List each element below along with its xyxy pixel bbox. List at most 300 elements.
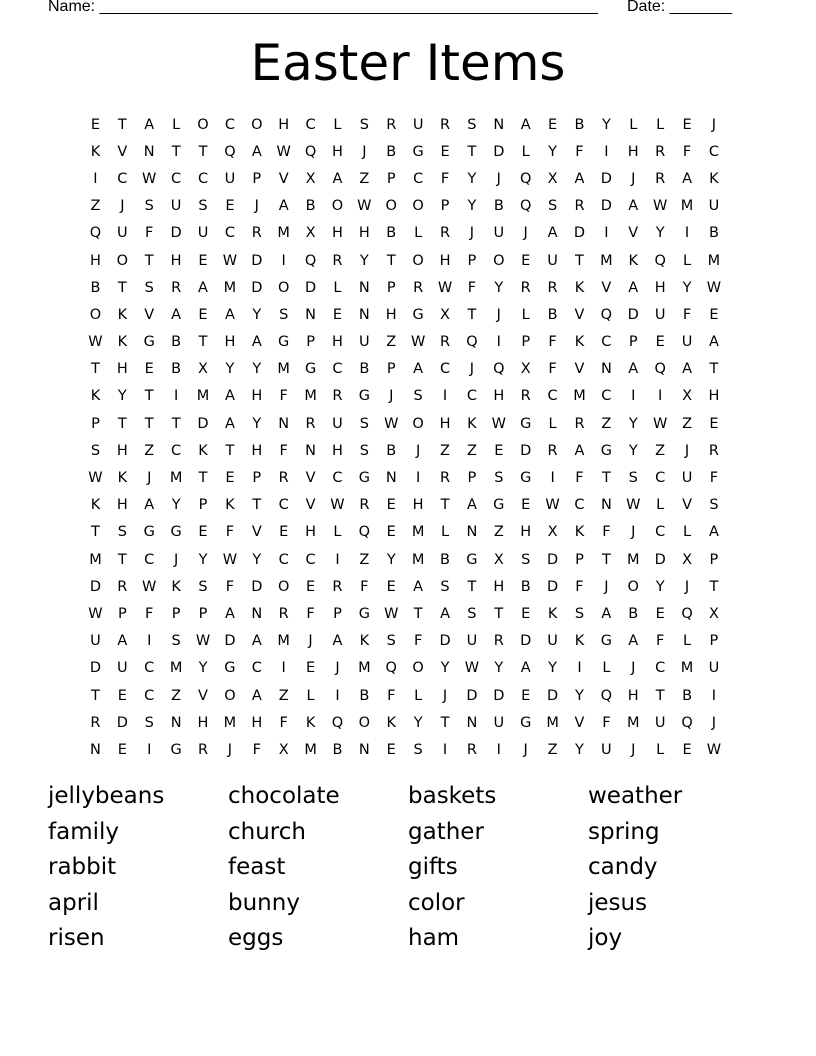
grid-letter[interactable]: D bbox=[116, 714, 128, 731]
grid-letter[interactable]: D bbox=[493, 143, 505, 160]
grid-letter[interactable]: Y bbox=[655, 225, 665, 242]
grid-letter[interactable]: N bbox=[358, 306, 370, 323]
grid-letter[interactable]: Q bbox=[304, 143, 317, 160]
grid-letter[interactable]: Z bbox=[466, 442, 477, 459]
grid-letter[interactable]: Y bbox=[548, 660, 558, 677]
grid-letter[interactable]: W bbox=[142, 578, 157, 595]
grid-letter[interactable]: S bbox=[628, 470, 638, 487]
grid-letter[interactable]: A bbox=[628, 361, 639, 378]
grid-letter[interactable]: A bbox=[251, 334, 262, 351]
grid-letter[interactable]: P bbox=[521, 334, 531, 351]
grid-letter[interactable]: O bbox=[385, 198, 397, 215]
grid-letter[interactable]: S bbox=[144, 279, 154, 296]
grid-letter[interactable]: N bbox=[170, 714, 182, 731]
grid-letter[interactable]: K bbox=[386, 714, 396, 731]
grid-letter[interactable]: H bbox=[708, 388, 720, 405]
grid-letter[interactable]: I bbox=[604, 225, 609, 242]
grid-letter[interactable]: Y bbox=[548, 143, 558, 160]
grid-letter[interactable]: F bbox=[360, 578, 369, 595]
grid-letter[interactable]: V bbox=[305, 497, 316, 514]
grid-letter[interactable]: M bbox=[627, 714, 640, 731]
grid-letter[interactable]: I bbox=[173, 388, 179, 405]
grid-letter[interactable]: F bbox=[145, 225, 154, 242]
grid-letter[interactable]: Z bbox=[655, 442, 666, 459]
grid-letter[interactable]: C bbox=[332, 470, 343, 487]
grid-letter[interactable]: F bbox=[575, 470, 584, 487]
grid-letter[interactable]: F bbox=[440, 170, 450, 187]
grid-letter[interactable]: S bbox=[413, 741, 423, 758]
grid-letter[interactable]: C bbox=[547, 388, 558, 405]
grid-letter[interactable]: O bbox=[412, 415, 424, 432]
grid-letter[interactable]: S bbox=[144, 198, 154, 215]
grid-letter[interactable]: J bbox=[389, 388, 394, 405]
grid-letter[interactable]: K bbox=[574, 279, 585, 296]
grid-letter[interactable]: I bbox=[604, 143, 609, 160]
grid-letter[interactable]: G bbox=[520, 714, 532, 731]
grid-letter[interactable]: P bbox=[440, 198, 450, 215]
grid-letter[interactable]: F bbox=[655, 633, 665, 650]
grid-letter[interactable]: F bbox=[602, 714, 611, 731]
grid-letter[interactable]: D bbox=[600, 198, 612, 215]
grid-letter[interactable]: T bbox=[655, 687, 665, 704]
grid-letter[interactable]: E bbox=[682, 741, 692, 758]
grid-letter[interactable]: F bbox=[548, 334, 557, 351]
grid-letter[interactable]: Z bbox=[493, 524, 504, 541]
grid-letter[interactable]: J bbox=[335, 660, 340, 677]
grid-letter[interactable]: X bbox=[547, 170, 558, 187]
grid-letter[interactable]: O bbox=[412, 198, 424, 215]
grid-letter[interactable]: L bbox=[440, 524, 450, 541]
grid-letter[interactable]: D bbox=[304, 279, 317, 296]
grid-letter[interactable]: B bbox=[332, 741, 343, 758]
grid-letter[interactable]: M bbox=[411, 551, 425, 568]
grid-letter[interactable]: Q bbox=[493, 361, 505, 378]
grid-letter[interactable]: A bbox=[440, 605, 450, 622]
grid-letter[interactable]: A bbox=[547, 225, 558, 242]
grid-letter[interactable]: Q bbox=[519, 170, 532, 187]
grid-letter[interactable]: R bbox=[655, 170, 666, 187]
grid-letter[interactable]: J bbox=[308, 633, 313, 650]
grid-letter[interactable]: I bbox=[147, 741, 152, 758]
grid-letter[interactable]: R bbox=[547, 279, 558, 296]
grid-letter[interactable]: B bbox=[547, 306, 558, 323]
grid-letter[interactable]: Y bbox=[117, 388, 127, 405]
grid-letter[interactable]: A bbox=[251, 633, 262, 650]
grid-letter[interactable]: O bbox=[251, 116, 263, 133]
grid-letter[interactable]: Y bbox=[252, 306, 262, 323]
grid-letter[interactable]: T bbox=[91, 361, 100, 378]
grid-letter[interactable]: J bbox=[469, 361, 475, 378]
grid-letter[interactable]: S bbox=[494, 470, 504, 487]
grid-letter[interactable]: E bbox=[198, 306, 208, 323]
grid-letter[interactable]: Q bbox=[600, 306, 613, 323]
grid-letter[interactable]: W bbox=[88, 334, 103, 351]
grid-letter[interactable]: R bbox=[439, 116, 451, 133]
grid-letter[interactable]: J bbox=[254, 198, 259, 215]
grid-letter[interactable]: E bbox=[90, 116, 101, 133]
grid-letter[interactable]: Y bbox=[171, 497, 181, 514]
grid-letter[interactable]: T bbox=[117, 279, 127, 296]
grid-letter[interactable]: A bbox=[198, 279, 208, 296]
grid-letter[interactable]: N bbox=[466, 714, 478, 731]
grid-letter[interactable]: B bbox=[90, 279, 101, 296]
grid-letter[interactable]: H bbox=[627, 687, 639, 704]
grid-letter[interactable]: Y bbox=[198, 660, 208, 677]
grid-letter[interactable]: C bbox=[251, 660, 262, 677]
grid-letter[interactable]: C bbox=[278, 551, 289, 568]
grid-letter[interactable]: E bbox=[521, 687, 531, 704]
grid-letter[interactable]: D bbox=[251, 279, 263, 296]
grid-letter[interactable]: R bbox=[655, 143, 666, 160]
grid-letter[interactable]: K bbox=[90, 143, 101, 160]
grid-letter[interactable]: Z bbox=[440, 442, 450, 459]
grid-letter[interactable]: T bbox=[440, 497, 450, 514]
grid-letter[interactable]: U bbox=[493, 714, 505, 731]
grid-letter[interactable]: A bbox=[224, 605, 235, 622]
grid-letter[interactable]: V bbox=[278, 170, 289, 187]
grid-letter[interactable]: Z bbox=[359, 170, 370, 187]
grid-letter[interactable]: Y bbox=[413, 714, 423, 731]
grid-letter[interactable]: W bbox=[545, 497, 560, 514]
grid-letter[interactable]: A bbox=[628, 279, 639, 296]
grid-letter[interactable]: H bbox=[332, 442, 343, 459]
grid-letter[interactable]: F bbox=[709, 470, 719, 487]
grid-letter[interactable]: C bbox=[144, 660, 155, 677]
grid-letter[interactable]: A bbox=[520, 116, 531, 133]
grid-letter[interactable]: D bbox=[654, 551, 666, 568]
grid-letter[interactable]: I bbox=[550, 470, 555, 487]
grid-letter[interactable]: U bbox=[493, 225, 505, 242]
grid-letter[interactable]: H bbox=[305, 524, 317, 541]
grid-letter[interactable]: C bbox=[708, 143, 719, 160]
grid-letter[interactable]: H bbox=[251, 388, 263, 405]
grid-letter[interactable]: O bbox=[627, 578, 639, 595]
grid-letter[interactable]: L bbox=[656, 741, 665, 758]
grid-letter[interactable]: E bbox=[332, 306, 343, 323]
grid-letter[interactable]: K bbox=[198, 442, 208, 459]
grid-letter[interactable]: H bbox=[627, 143, 639, 160]
grid-letter[interactable]: N bbox=[90, 741, 101, 758]
grid-letter[interactable]: K bbox=[574, 633, 585, 650]
grid-letter[interactable]: R bbox=[386, 116, 397, 133]
grid-letter[interactable]: C bbox=[655, 470, 666, 487]
grid-letter[interactable]: Y bbox=[494, 660, 504, 677]
grid-letter[interactable]: K bbox=[117, 306, 128, 323]
grid-letter[interactable]: T bbox=[386, 252, 396, 269]
grid-letter[interactable]: A bbox=[413, 361, 424, 378]
grid-letter[interactable]: M bbox=[680, 660, 694, 677]
grid-letter[interactable]: M bbox=[196, 388, 210, 405]
grid-letter[interactable]: W bbox=[276, 143, 291, 160]
grid-letter[interactable]: H bbox=[116, 442, 128, 459]
grid-letter[interactable]: A bbox=[682, 170, 692, 187]
grid-letter[interactable]: X bbox=[440, 306, 450, 323]
grid-letter[interactable]: E bbox=[117, 687, 127, 704]
grid-letter[interactable]: K bbox=[90, 388, 101, 405]
grid-letter[interactable]: B bbox=[171, 361, 182, 378]
grid-letter[interactable]: C bbox=[171, 442, 182, 459]
grid-letter[interactable]: Y bbox=[225, 361, 235, 378]
grid-letter[interactable]: J bbox=[173, 551, 179, 568]
grid-letter[interactable]: I bbox=[658, 388, 663, 405]
grid-letter[interactable]: N bbox=[493, 116, 505, 133]
grid-letter[interactable]: H bbox=[251, 714, 263, 731]
grid-letter[interactable]: C bbox=[655, 660, 666, 677]
grid-letter[interactable]: S bbox=[547, 198, 558, 215]
grid-letter[interactable]: K bbox=[709, 170, 719, 187]
grid-letter[interactable]: O bbox=[224, 687, 236, 704]
grid-letter[interactable]: N bbox=[305, 306, 316, 323]
grid-letter[interactable]: J bbox=[496, 306, 501, 323]
grid-letter[interactable]: P bbox=[467, 470, 477, 487]
grid-letter[interactable]: E bbox=[655, 605, 665, 622]
grid-letter[interactable]: M bbox=[546, 714, 559, 731]
grid-letter[interactable]: T bbox=[144, 252, 154, 269]
grid-letter[interactable]: Q bbox=[466, 334, 478, 351]
grid-letter[interactable]: L bbox=[629, 116, 638, 133]
grid-letter[interactable]: E bbox=[305, 660, 316, 677]
grid-letter[interactable]: V bbox=[628, 225, 639, 242]
grid-letter[interactable]: M bbox=[304, 388, 317, 405]
grid-letter[interactable]: Y bbox=[494, 279, 504, 296]
grid-letter[interactable]: E bbox=[521, 252, 531, 269]
grid-letter[interactable]: Z bbox=[359, 551, 370, 568]
grid-letter[interactable]: R bbox=[547, 442, 558, 459]
grid-letter[interactable]: J bbox=[415, 442, 421, 459]
grid-letter[interactable]: C bbox=[332, 361, 343, 378]
grid-letter[interactable]: N bbox=[278, 415, 290, 432]
grid-letter[interactable]: Q bbox=[681, 605, 693, 622]
grid-letter[interactable]: R bbox=[332, 388, 343, 405]
grid-letter[interactable]: T bbox=[117, 116, 127, 133]
grid-letter[interactable]: Z bbox=[278, 687, 289, 704]
grid-letter[interactable]: C bbox=[601, 334, 612, 351]
grid-letter[interactable]: I bbox=[335, 687, 340, 704]
grid-letter[interactable]: Y bbox=[601, 116, 611, 133]
grid-letter[interactable]: A bbox=[117, 633, 128, 650]
grid-letter[interactable]: X bbox=[708, 605, 719, 622]
grid-letter[interactable]: X bbox=[682, 388, 692, 405]
grid-letter[interactable]: D bbox=[520, 442, 532, 459]
grid-letter[interactable]: D bbox=[89, 660, 102, 677]
grid-letter[interactable]: E bbox=[198, 252, 208, 269]
grid-letter[interactable]: Y bbox=[682, 279, 692, 296]
grid-letter[interactable]: L bbox=[172, 116, 181, 133]
grid-letter[interactable]: H bbox=[170, 252, 182, 269]
grid-letter[interactable]: D bbox=[573, 225, 586, 242]
grid-letter[interactable]: J bbox=[711, 714, 717, 731]
grid-letter[interactable]: P bbox=[198, 605, 208, 622]
grid-letter[interactable]: L bbox=[333, 524, 342, 541]
grid-letter[interactable]: Y bbox=[198, 551, 208, 568]
grid-letter[interactable]: Z bbox=[386, 334, 397, 351]
grid-letter[interactable]: B bbox=[493, 198, 504, 215]
grid-letter[interactable]: E bbox=[709, 415, 719, 432]
grid-letter[interactable]: Q bbox=[358, 524, 371, 541]
grid-letter[interactable]: J bbox=[631, 524, 636, 541]
grid-letter[interactable]: O bbox=[331, 198, 344, 215]
grid-letter[interactable]: F bbox=[225, 578, 235, 595]
grid-letter[interactable]: A bbox=[171, 306, 182, 323]
grid-letter[interactable]: X bbox=[198, 361, 208, 378]
grid-letter[interactable]: H bbox=[358, 225, 370, 242]
grid-letter[interactable]: H bbox=[197, 714, 209, 731]
grid-letter[interactable]: Y bbox=[628, 415, 638, 432]
grid-letter[interactable]: O bbox=[277, 578, 290, 595]
grid-letter[interactable]: E bbox=[117, 741, 127, 758]
grid-letter[interactable]: K bbox=[117, 470, 128, 487]
grid-letter[interactable]: A bbox=[628, 633, 639, 650]
grid-letter[interactable]: A bbox=[708, 334, 719, 351]
grid-letter[interactable]: V bbox=[574, 306, 585, 323]
grid-letter[interactable]: Z bbox=[547, 741, 558, 758]
grid-letter[interactable]: U bbox=[117, 225, 128, 242]
grid-letter[interactable]: G bbox=[520, 415, 532, 432]
grid-letter[interactable]: C bbox=[144, 687, 155, 704]
grid-letter[interactable]: F bbox=[602, 524, 611, 541]
grid-letter[interactable]: Y bbox=[655, 578, 665, 595]
grid-letter[interactable]: S bbox=[144, 714, 154, 731]
grid-letter[interactable]: G bbox=[412, 143, 424, 160]
grid-letter[interactable]: Z bbox=[144, 442, 155, 459]
grid-letter[interactable]: Y bbox=[440, 660, 450, 677]
grid-letter[interactable]: U bbox=[197, 225, 209, 242]
grid-letter[interactable]: N bbox=[600, 361, 612, 378]
grid-letter[interactable]: A bbox=[601, 605, 612, 622]
grid-letter[interactable]: J bbox=[631, 660, 636, 677]
grid-letter[interactable]: P bbox=[252, 170, 262, 187]
grid-letter[interactable]: E bbox=[548, 116, 558, 133]
grid-letter[interactable]: P bbox=[628, 334, 638, 351]
grid-letter[interactable]: U bbox=[466, 633, 478, 650]
grid-letter[interactable]: A bbox=[520, 660, 531, 677]
grid-letter[interactable]: Y bbox=[575, 741, 584, 758]
grid-letter[interactable]: K bbox=[171, 578, 181, 595]
grid-letter[interactable]: S bbox=[90, 442, 101, 459]
grid-letter[interactable]: F bbox=[279, 388, 288, 405]
grid-letter[interactable]: C bbox=[439, 361, 451, 378]
grid-letter[interactable]: Z bbox=[682, 415, 692, 432]
grid-letter[interactable]: P bbox=[198, 497, 208, 514]
grid-letter[interactable]: M bbox=[277, 225, 290, 242]
grid-letter[interactable]: S bbox=[521, 551, 531, 568]
grid-letter[interactable]: G bbox=[412, 306, 424, 323]
grid-letter[interactable]: H bbox=[439, 415, 451, 432]
grid-letter[interactable]: A bbox=[224, 306, 235, 323]
grid-letter[interactable]: T bbox=[252, 497, 262, 514]
grid-letter[interactable]: K bbox=[225, 497, 235, 514]
grid-letter[interactable]: R bbox=[493, 633, 504, 650]
grid-letter[interactable]: T bbox=[171, 415, 181, 432]
grid-letter[interactable]: R bbox=[197, 741, 209, 758]
grid-letter[interactable]: D bbox=[439, 633, 451, 650]
grid-letter[interactable]: K bbox=[90, 497, 101, 514]
grid-letter[interactable]: S bbox=[440, 578, 450, 595]
grid-letter[interactable]: Q bbox=[331, 714, 344, 731]
grid-letter[interactable]: C bbox=[305, 116, 316, 133]
grid-letter[interactable]: S bbox=[279, 306, 289, 323]
grid-letter[interactable]: Y bbox=[359, 252, 369, 269]
grid-letter[interactable]: T bbox=[440, 714, 450, 731]
grid-letter[interactable]: F bbox=[467, 279, 477, 296]
grid-letter[interactable]: I bbox=[281, 660, 286, 677]
grid-letter[interactable]: N bbox=[466, 524, 478, 541]
grid-letter[interactable]: R bbox=[278, 605, 289, 622]
grid-letter[interactable]: I bbox=[496, 334, 501, 351]
grid-letter[interactable]: N bbox=[143, 143, 155, 160]
grid-letter[interactable]: Q bbox=[654, 361, 666, 378]
grid-letter[interactable]: Y bbox=[467, 170, 477, 187]
grid-letter[interactable]: R bbox=[708, 442, 719, 459]
grid-letter[interactable]: S bbox=[359, 442, 369, 459]
grid-letter[interactable]: P bbox=[709, 633, 719, 650]
grid-letter[interactable]: S bbox=[467, 605, 477, 622]
grid-letter[interactable]: I bbox=[442, 741, 448, 758]
grid-letter[interactable]: R bbox=[278, 470, 289, 487]
grid-letter[interactable]: R bbox=[332, 252, 343, 269]
grid-letter[interactable]: Q bbox=[519, 198, 532, 215]
grid-letter[interactable]: E bbox=[386, 497, 396, 514]
grid-letter[interactable]: H bbox=[493, 578, 505, 595]
grid-letter[interactable]: C bbox=[197, 170, 209, 187]
name-field-label[interactable]: Name: ________________________________________________________ bbox=[48, 0, 598, 15]
grid-letter[interactable]: X bbox=[493, 551, 504, 568]
grid-letter[interactable]: J bbox=[523, 741, 528, 758]
grid-letter[interactable]: N bbox=[358, 741, 370, 758]
grid-letter[interactable]: U bbox=[117, 660, 128, 677]
grid-letter[interactable]: Y bbox=[467, 198, 477, 215]
grid-letter[interactable]: R bbox=[171, 279, 182, 296]
grid-letter[interactable]: D bbox=[251, 252, 263, 269]
grid-letter[interactable]: F bbox=[575, 143, 584, 160]
grid-letter[interactable]: C bbox=[413, 170, 424, 187]
grid-letter[interactable]: W bbox=[491, 415, 506, 432]
grid-letter[interactable]: T bbox=[198, 143, 208, 160]
grid-letter[interactable]: E bbox=[709, 306, 719, 323]
grid-letter[interactable]: E bbox=[225, 198, 235, 215]
grid-letter[interactable]: D bbox=[520, 633, 532, 650]
grid-letter[interactable]: S bbox=[413, 388, 423, 405]
grid-letter[interactable]: O bbox=[197, 116, 209, 133]
grid-letter[interactable]: P bbox=[252, 470, 262, 487]
grid-letter[interactable]: D bbox=[547, 687, 559, 704]
grid-letter[interactable]: H bbox=[116, 361, 128, 378]
grid-letter[interactable]: L bbox=[602, 660, 611, 677]
grid-letter[interactable]: T bbox=[601, 470, 611, 487]
grid-letter[interactable]: V bbox=[574, 361, 585, 378]
grid-letter[interactable]: H bbox=[493, 388, 505, 405]
grid-letter[interactable]: G bbox=[143, 524, 155, 541]
grid-letter[interactable]: Q bbox=[224, 143, 236, 160]
grid-letter[interactable]: A bbox=[574, 442, 585, 459]
grid-letter[interactable]: S bbox=[171, 633, 181, 650]
grid-letter[interactable]: U bbox=[332, 415, 343, 432]
grid-letter[interactable]: N bbox=[305, 442, 316, 459]
grid-letter[interactable]: F bbox=[682, 143, 692, 160]
grid-letter[interactable]: V bbox=[682, 497, 692, 514]
grid-letter[interactable]: C bbox=[601, 388, 612, 405]
grid-letter[interactable]: A bbox=[628, 198, 639, 215]
grid-letter[interactable]: D bbox=[170, 225, 182, 242]
grid-letter[interactable]: A bbox=[413, 578, 424, 595]
grid-letter[interactable]: Y bbox=[575, 687, 584, 704]
grid-letter[interactable]: M bbox=[169, 470, 183, 487]
grid-letter[interactable]: H bbox=[385, 306, 397, 323]
grid-letter[interactable]: E bbox=[144, 361, 154, 378]
grid-letter[interactable]: H bbox=[278, 116, 290, 133]
grid-letter[interactable]: I bbox=[442, 388, 448, 405]
grid-letter[interactable]: K bbox=[574, 524, 585, 541]
